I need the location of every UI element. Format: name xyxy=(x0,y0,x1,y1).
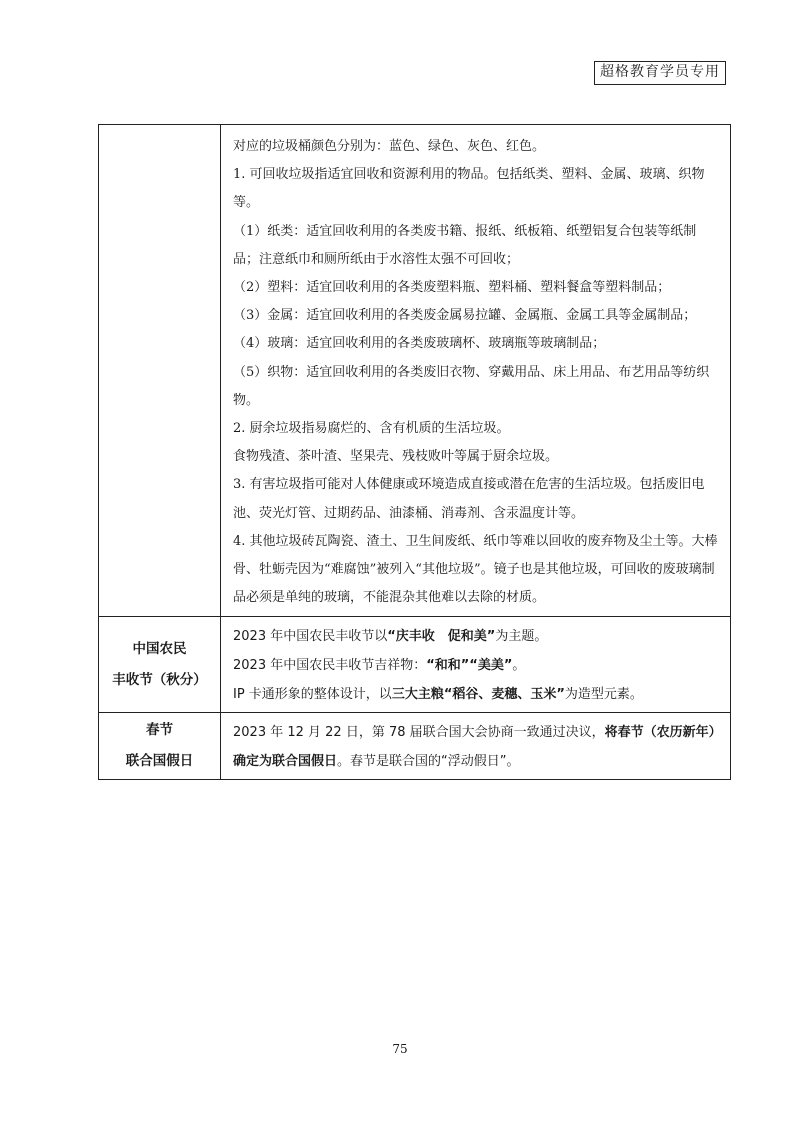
page-number: 75 xyxy=(392,1042,408,1056)
garbage-paper: （1）纸类：适宜回收利用的各类废书籍、报纸、纸板箱、纸塑铝复合包装等纸制品；注意纸巾和厕所纸由于水溶性太强不可回收； xyxy=(233,223,697,267)
garbage-kitchen: 2. 厨余垃圾指易腐烂的、含有机质的生活垃圾。 xyxy=(233,421,510,437)
harvest-line1-end: 为主题。 xyxy=(495,629,548,645)
harvest-line3-end: 为造型元素。 xyxy=(564,687,643,703)
harvest-label-line2: 丰收节（秋分） xyxy=(112,671,207,688)
garbage-other: 4. 其他垃圾砖瓦陶瓷、渣土、卫生间废纸、纸巾等难以回收的废弃物及尘土等。大棒骨、牡蛎壳因为“难腐蚀”被列入“其他垃圾”。镜子也是其他垃圾，可回收的废玻璃制品必须是单纯的玻璃，不能混杂其他难以去除的材质。 xyxy=(233,533,718,606)
harvest-label-line1: 中国农民 xyxy=(132,640,187,657)
garbage-recyclable: 1. 可回收垃圾指适宜回收和资源利用的物品。包括纸类、塑料、金属、玻璃、织物等。 xyxy=(233,167,705,211)
garbage-glass: （4）玻璃：适宜回收利用的各类废玻璃杯、玻璃瓶等玻璃制品； xyxy=(233,336,606,352)
harvest-line3 xyxy=(233,680,720,709)
garbage-hazardous: 3. 有害垃圾指可能对人体健康或环境造成直接或潜在危害的生活垃圾。包括废旧电池、荧光灯管、过期药品、油漆桶、消毒剂、含汞温度计等。 xyxy=(233,477,705,521)
harvest-line1 xyxy=(233,622,720,651)
harvest-line2-end: 。 xyxy=(512,658,526,674)
harvest-row xyxy=(99,617,731,713)
spring-label-line2: 联合国假日 xyxy=(125,753,194,770)
spring-row xyxy=(99,713,731,780)
spring-text-c: 。春节是联合国的“浮动假日”。 xyxy=(337,754,520,770)
spring-label-cell xyxy=(99,713,221,780)
garbage-metal: （3）金属：适宜回收利用的各类废金属易拉罐、金属瓶、金属工具等金属制品； xyxy=(233,308,697,324)
garbage-label-cell xyxy=(99,125,221,617)
harvest-line1-text: 2023 年中国农民丰收节以 xyxy=(233,629,388,645)
garbage-content-cell xyxy=(221,125,731,617)
harvest-content-cell xyxy=(221,617,731,713)
spring-label-line1: 春节 xyxy=(146,722,173,739)
spring-text-bold: 将春节（农历新年）确定为联合国假日 xyxy=(233,725,716,770)
harvest-grains: 三大主粮“稻谷、麦穗、玉米” xyxy=(391,687,565,703)
harvest-label-cell xyxy=(99,617,221,713)
harvest-theme: “庆丰收 促和美” xyxy=(387,629,496,645)
harvest-line3-text: IP 卡通形象的整体设计，以 xyxy=(233,687,392,703)
content-table xyxy=(98,124,731,780)
garbage-row xyxy=(99,125,731,617)
spring-content-cell xyxy=(221,713,731,780)
garbage-plastic: （2）塑料：适宜回收利用的各类废塑料瓶、塑料桶、塑料餐盒等塑料制品； xyxy=(233,280,671,296)
garbage-kitchen-examples: 食物残渣、茶叶渣、坚果壳、残枝败叶等属于厨余垃圾。 xyxy=(233,449,559,465)
harvest-mascots: “和和”“美美” xyxy=(426,658,513,674)
watermark-stamp: 超格教育学员专用 xyxy=(594,61,726,85)
garbage-fabric: （5）织物：适宜回收利用的各类废旧衣物、穿戴用品、床上用品、布艺用品等纺织物。 xyxy=(233,364,710,408)
spring-text xyxy=(233,718,720,776)
harvest-line2-text: 2023 年中国农民丰收节吉祥物： xyxy=(233,658,427,674)
spring-text-a: 2023 年 12 月 22 日，第 78 届联合国大会协商一致通过决议， xyxy=(233,725,605,741)
garbage-intro: 对应的垃圾桶颜色分别为：蓝色、绿色、灰色、红色。 xyxy=(233,139,546,154)
harvest-line2 xyxy=(233,651,720,680)
